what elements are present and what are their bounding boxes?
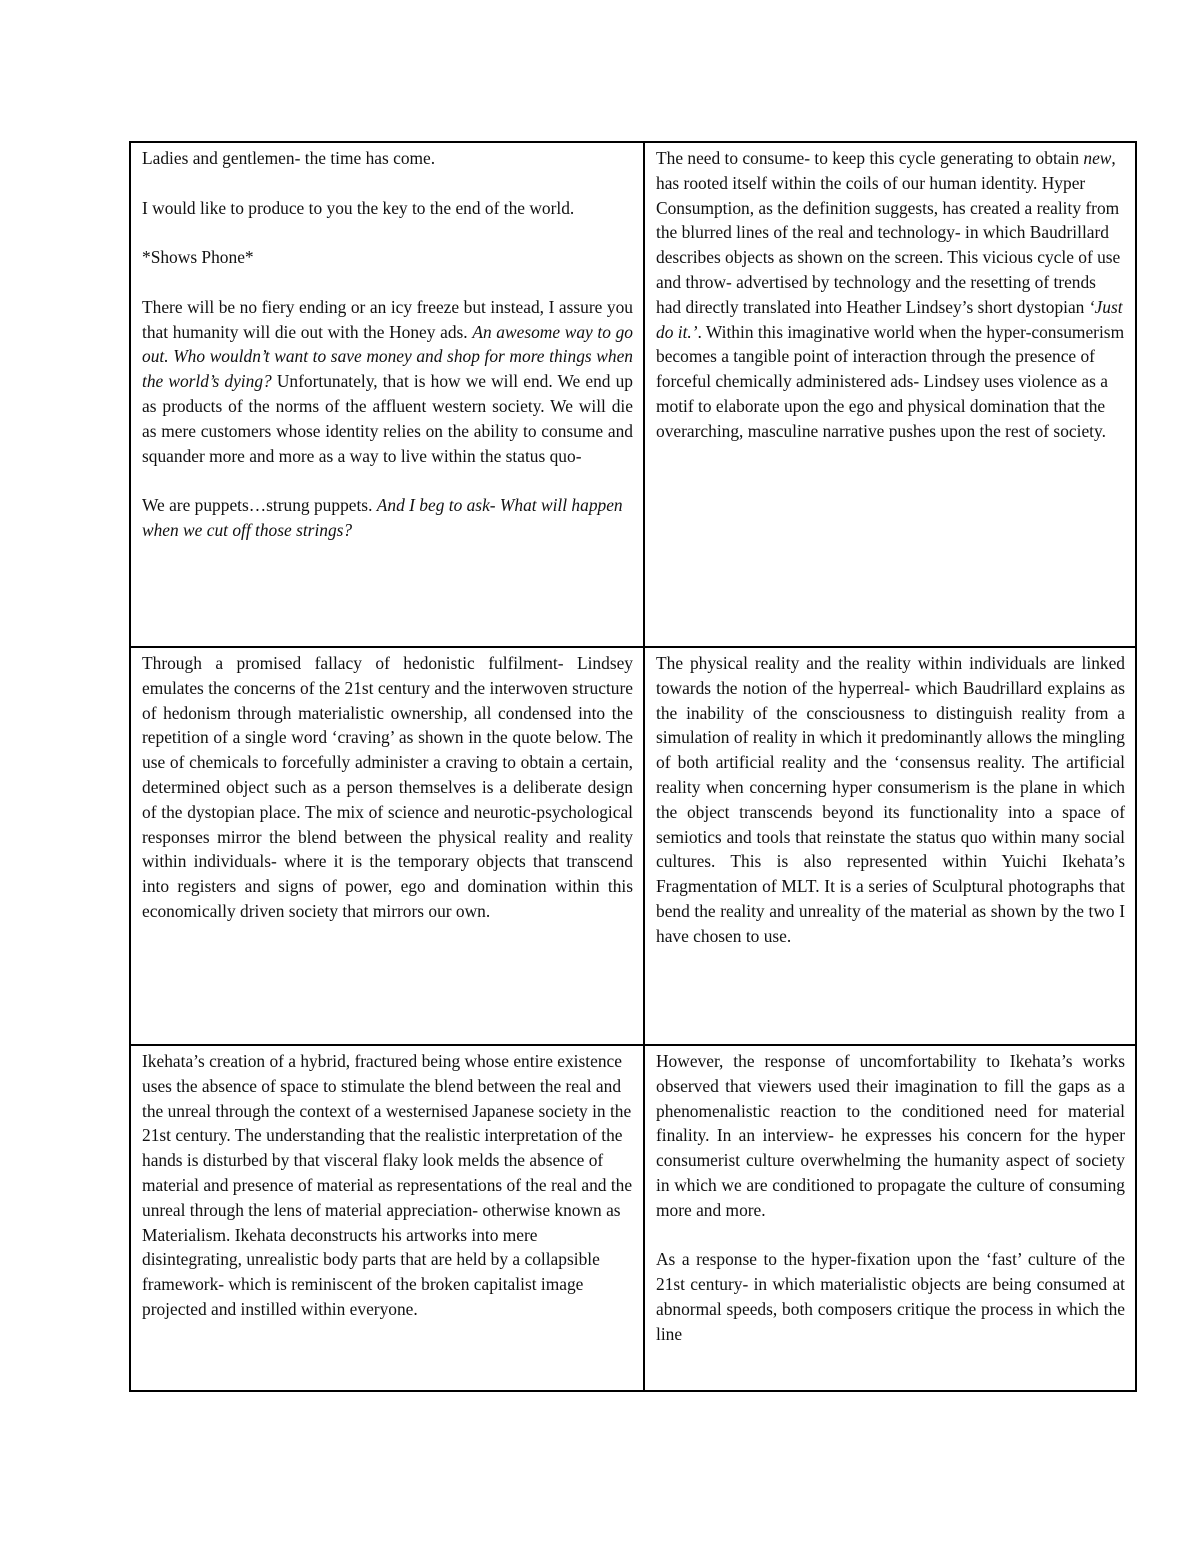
table-row [130, 1045, 1136, 1391]
hyperreal-paragraph: The physical reality and the reality within individuals are linked towards the notion of the hyperreal- which Baudrillard explains as the inability of the consciousness to distinguish reality from a simulation of reality in which it predominantly allows the mingling of both artificial reality and the ‘consensus reality. The artificial reality when concerning hyper consumerism is the plane in which the object transcends beyond its functionality into a space of semiotics and tools that reinstate the status quo within many social cultures. This is also represented within Yuichi Ikehata’s Fragmentation of MLT. It is a series of Sculptural photographs that bend the reality and unreality of the material as shown by the two I have chosen to use. [656, 653, 1125, 946]
analysis-paragraph [656, 146, 1125, 444]
cell-row3-right [644, 1045, 1136, 1391]
cell-row1-right [644, 142, 1136, 647]
analysis-text-b: , has rooted itself within the coils of our human identity. Hyper Consumption, as the definition suggests, has created a reality from the blurred lines of the real and technology- in which Baudrillard describes objects as shown on the screen. This vicious cycle of use and throw- advertised by technology and the resetting of trends had directly translated into Heather Lindsey’s short dystopian [656, 148, 1121, 317]
closing-italic-text: And I beg to ask- What will happen when we cut off those strings? [142, 495, 623, 540]
analysis-text-c: . Within this imaginative world when the hyper-consumerism becomes a tangible point of interaction through the presence of forceful chemically administered ads- Lindsey uses violence as a motif to elaborate upon the ego and physical domination that the overarching, masculine narrative pushes upon the rest of society. [656, 321, 1125, 441]
analysis-italic-title: ‘Just do it.’ [656, 296, 1123, 342]
closing-paragraph [142, 493, 633, 543]
speech-text-a: There will be no fiery ending or an icy freeze but instead, I assure you that humanity will die out with the Honey ads. [142, 296, 633, 342]
analysis-italic-new: new [1083, 148, 1112, 168]
intro-line: I would like to produce to you the key to the end of the world. [142, 197, 575, 218]
speech-text-b: Unfortunately, that is how we will end. We end up as products of the norms of the affluent western society. We will die as mere customers whose identity relies on the ability to consume and squander more and more as a way to live within the status quo- [142, 371, 633, 466]
essay-table [129, 141, 1137, 1392]
cell-row2-left [130, 647, 644, 1045]
critique-paragraph: As a response to the hyper-fixation upon the ‘fast’ culture of the 21st century- in which materialistic objects are being consumed at abnormal speeds, both composers critique the process in which the line [656, 1249, 1125, 1344]
stage-direction: *Shows Phone* [142, 247, 254, 268]
ikehata-paragraph: Ikehata’s creation of a hybrid, fractured being whose entire existence uses the absence of space to stimulate the blend between the real and the unreal through the context of a westernised Japanese society in the 21st century. The understanding that the realistic interpretation of the hands is disturbed by that visceral flaky look melds the absence of material and presence of material as representations of the real and the unreal through the lens of material appreciation- otherwise known as Materialism. Ikehata deconstructs his artworks into mere disintegrating, unrealistic body parts that are held by a collapsible framework- which is reminiscent of the broken capitalist image projected and instilled within everyone. [142, 1051, 633, 1319]
closing-text: We are puppets…strung puppets. [142, 495, 377, 516]
table-row [130, 142, 1136, 647]
cell-row3-left [130, 1045, 644, 1391]
hedonism-paragraph: Through a promised fallacy of hedonistic fulfilment- Lindsey emulates the concerns of the 21st century and the interwoven structure of hedonism through materialistic ownership, all condensed into the repetition of a single word ‘craving’ as shown in the quote below. The use of chemicals to forcefully administer a craving to obtain a certain, determined object such as a person themselves is a deliberate design of the dystopian place. The mix of science and neurotic-psychological responses mirror the blend between the physical reality and reality within individuals- where it is the temporary objects that transcend into registers and signs of power, ego and domination within this economically driven society that mirrors our own. [142, 653, 633, 921]
speech-italic-text: An awesome way to go out. Who wouldn’t want to save money and shop for more things when the world’s dying? [142, 321, 633, 392]
cell-row1-left [130, 142, 644, 647]
analysis-text-a: The need to consume- to keep this cycle generating to obtain [656, 148, 1084, 168]
response-paragraph: However, the response of uncomfortability to Ikehata’s works observed that viewers used their imagination to fill the gaps as a phenomenalistic reaction to the conditioned need for material finality. In an interview- he expresses his concern for the hyper consumerist culture overwhelming the humanity aspect of society in which we are conditioned to propagate the culture of consuming more and more. [656, 1051, 1125, 1220]
greeting-line: Ladies and gentlemen- the time has come. [142, 148, 436, 168]
speech-paragraph [142, 295, 633, 469]
table-row [130, 647, 1136, 1045]
cell-row2-right [644, 647, 1136, 1045]
